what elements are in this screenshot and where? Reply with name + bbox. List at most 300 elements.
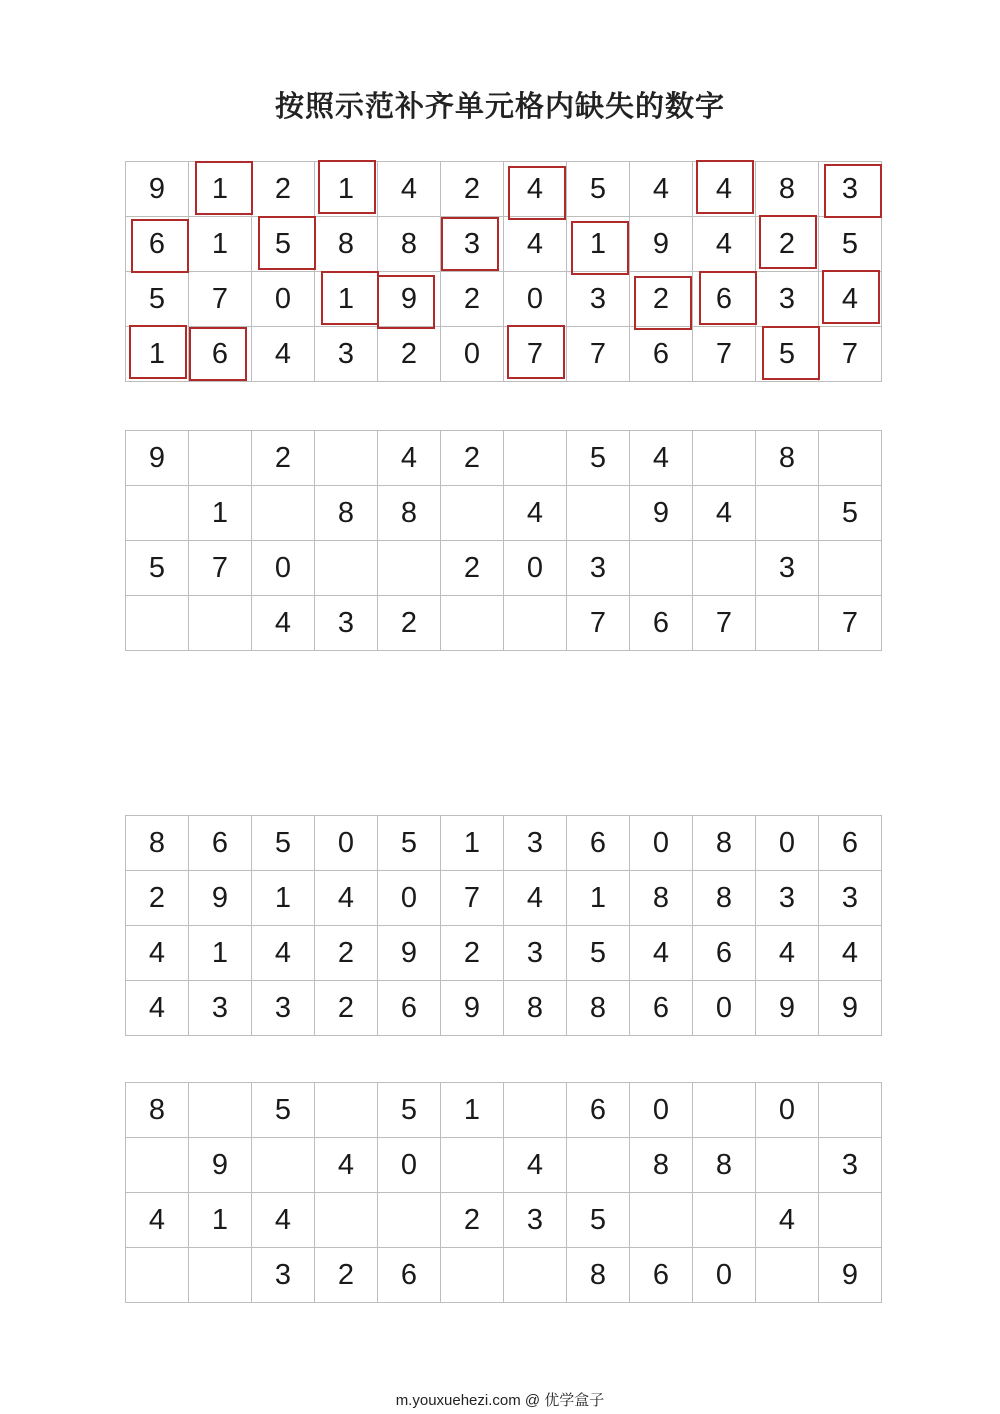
grid-cell: [819, 272, 882, 327]
cell-digit: 2: [337, 936, 355, 969]
grid-cell: [252, 272, 315, 327]
grid-cell: [567, 596, 630, 651]
cell-digit: 6: [841, 826, 859, 859]
cell-digit: 2: [463, 936, 481, 969]
grid-cell: [819, 1138, 882, 1193]
grid-cell: [567, 431, 630, 486]
grid-cell: [630, 1248, 693, 1303]
grid-cell: [630, 816, 693, 871]
cell-digit: 3: [526, 1203, 544, 1236]
grid-cell: [378, 596, 441, 651]
grid-cell: [630, 1193, 693, 1248]
grid-cell: [756, 981, 819, 1036]
cell-digit: 3: [526, 936, 544, 969]
grid-cell: [378, 981, 441, 1036]
grid-cell: [504, 162, 567, 217]
grid-cell: [315, 1138, 378, 1193]
grid-cell: [189, 486, 252, 541]
cell-digit: 7: [589, 337, 607, 370]
cell-digit: 5: [148, 282, 166, 315]
cell-digit: 0: [274, 551, 292, 584]
grid-cell: [504, 486, 567, 541]
cell-digit: 2: [778, 227, 796, 260]
cell-digit: 4: [778, 936, 796, 969]
grid-cell: [189, 981, 252, 1036]
grid-cell: [693, 816, 756, 871]
grid-cell: [378, 162, 441, 217]
grid-cell: [693, 596, 756, 651]
cell-digit: 5: [148, 551, 166, 584]
grid-cell: [189, 1138, 252, 1193]
grid-cell: [819, 1193, 882, 1248]
grid-cell: [315, 1193, 378, 1248]
exercise-grid-2: [125, 1082, 882, 1303]
grid-row: [126, 1248, 882, 1303]
cell-digit: 4: [715, 172, 733, 205]
cell-digit: 7: [589, 606, 607, 639]
cell-digit: 5: [589, 1203, 607, 1236]
grid-cell: [189, 926, 252, 981]
grid-cell: [630, 431, 693, 486]
cell-digit: 4: [841, 282, 859, 315]
grid-cell: [126, 431, 189, 486]
cell-digit: 3: [841, 1148, 859, 1181]
grid-cell: [126, 926, 189, 981]
grid-cell: [378, 217, 441, 272]
grid-cell: [756, 816, 819, 871]
grid-cell: [693, 1083, 756, 1138]
grid-cell: [378, 816, 441, 871]
grid-cell: [630, 162, 693, 217]
cell-digit: 4: [526, 172, 544, 205]
grid-cell: [693, 272, 756, 327]
grid-cell: [189, 816, 252, 871]
grid-cell: [378, 1138, 441, 1193]
grid-cell: [315, 217, 378, 272]
grid-cell: [756, 1248, 819, 1303]
grid-cell: [693, 162, 756, 217]
cell-digit: 2: [274, 172, 292, 205]
grid-cell: [630, 486, 693, 541]
cell-digit: 8: [778, 172, 796, 205]
cell-digit: 5: [841, 227, 859, 260]
grid-cell: [504, 1083, 567, 1138]
grid-cell: [126, 541, 189, 596]
cell-digit: 8: [589, 991, 607, 1024]
grid-row: [126, 431, 882, 486]
grid-cell: [315, 431, 378, 486]
grid-cell: [441, 162, 504, 217]
grid-cell: [378, 1193, 441, 1248]
cell-digit: 1: [337, 282, 355, 315]
cell-digit: 5: [589, 441, 607, 474]
cell-digit: 7: [841, 606, 859, 639]
grid-cell: [315, 541, 378, 596]
cell-digit: 3: [337, 606, 355, 639]
cell-digit: 4: [526, 227, 544, 260]
cell-digit: 8: [148, 826, 166, 859]
grid-cell: [693, 431, 756, 486]
grid-cell: [504, 1138, 567, 1193]
grid-cell: [567, 1083, 630, 1138]
grid-cell: [756, 486, 819, 541]
cell-digit: 4: [526, 1148, 544, 1181]
cell-digit: 2: [652, 282, 670, 315]
cell-digit: 8: [589, 1258, 607, 1291]
cell-digit: 0: [463, 337, 481, 370]
cell-digit: 4: [337, 1148, 355, 1181]
grid-cell: [504, 871, 567, 926]
grid-cell: [315, 1248, 378, 1303]
grid-row: [126, 596, 882, 651]
cell-digit: 3: [778, 282, 796, 315]
grid-row: [126, 871, 882, 926]
cell-digit: 2: [463, 441, 481, 474]
cell-digit: 0: [715, 1258, 733, 1291]
grid-cell: [630, 926, 693, 981]
cell-digit: 8: [337, 496, 355, 529]
cell-digit: 3: [778, 881, 796, 914]
grid-cell: [504, 981, 567, 1036]
grid-cell: [756, 926, 819, 981]
grid-cell: [756, 1083, 819, 1138]
grid-cell: [189, 272, 252, 327]
cell-digit: 6: [652, 991, 670, 1024]
grid-cell: [252, 981, 315, 1036]
cell-digit: 4: [148, 936, 166, 969]
grid-row: [126, 217, 882, 272]
cell-digit: 0: [274, 282, 292, 315]
grid-cell: [504, 1248, 567, 1303]
example-grid: [125, 161, 882, 382]
cell-digit: 0: [526, 551, 544, 584]
grid-row: [126, 272, 882, 327]
cell-digit: 6: [400, 991, 418, 1024]
grid-cell: [756, 162, 819, 217]
cell-digit: 4: [274, 1203, 292, 1236]
grid-cell: [252, 816, 315, 871]
cell-digit: 6: [715, 936, 733, 969]
cell-digit: 2: [400, 606, 418, 639]
cell-digit: 4: [841, 936, 859, 969]
grid-row: [126, 162, 882, 217]
grid-cell: [504, 327, 567, 382]
grid-cell: [441, 1193, 504, 1248]
grid-cell: [441, 816, 504, 871]
grid-cell: [252, 541, 315, 596]
grid-cell: [378, 327, 441, 382]
cell-digit: 0: [715, 991, 733, 1024]
grid-row: [126, 327, 882, 382]
cell-digit: 9: [841, 991, 859, 1024]
grid-cell: [819, 926, 882, 981]
cell-digit: 9: [652, 227, 670, 260]
cell-digit: 8: [715, 1148, 733, 1181]
cell-digit: 9: [400, 282, 418, 315]
grid-cell: [252, 217, 315, 272]
grid-cell: [693, 217, 756, 272]
cell-digit: 9: [148, 172, 166, 205]
grid-cell: [252, 1248, 315, 1303]
grid-cell: [756, 1193, 819, 1248]
cell-digit: 4: [715, 496, 733, 529]
grid-cell: [378, 486, 441, 541]
cell-digit: 4: [652, 936, 670, 969]
grid-cell: [315, 926, 378, 981]
cell-digit: 6: [715, 282, 733, 315]
cell-digit: 8: [400, 227, 418, 260]
cell-digit: 7: [211, 551, 229, 584]
grid-cell: [189, 431, 252, 486]
grid-cell: [441, 871, 504, 926]
grid-cell: [819, 486, 882, 541]
cell-digit: 6: [652, 337, 670, 370]
grid-cell: [819, 327, 882, 382]
cell-digit: 6: [589, 826, 607, 859]
cell-digit: 3: [841, 881, 859, 914]
grid-cell: [504, 1193, 567, 1248]
grid-cell: [756, 871, 819, 926]
cell-digit: 5: [274, 227, 292, 260]
cell-digit: 3: [589, 282, 607, 315]
cell-digit: 1: [589, 227, 607, 260]
grid-cell: [441, 981, 504, 1036]
cell-digit: 6: [652, 1258, 670, 1291]
grid-cell: [126, 272, 189, 327]
grid-cell: [819, 541, 882, 596]
cell-digit: 3: [463, 227, 481, 260]
cell-digit: 2: [463, 1203, 481, 1236]
grid-cell: [189, 596, 252, 651]
grid-cell: [378, 1248, 441, 1303]
cell-digit: 2: [463, 551, 481, 584]
cell-digit: 3: [589, 551, 607, 584]
grid-cell: [504, 272, 567, 327]
cell-digit: 1: [211, 172, 229, 205]
cell-digit: 4: [274, 337, 292, 370]
grid-cell: [315, 162, 378, 217]
cell-digit: 3: [211, 991, 229, 1024]
grid-cell: [126, 217, 189, 272]
grid-row: [126, 486, 882, 541]
cell-digit: 4: [526, 881, 544, 914]
grid-cell: [819, 431, 882, 486]
cell-digit: 7: [841, 337, 859, 370]
cell-digit: 9: [463, 991, 481, 1024]
cell-digit: 7: [463, 881, 481, 914]
cell-digit: 2: [400, 337, 418, 370]
grid-cell: [693, 541, 756, 596]
grid-cell: [819, 217, 882, 272]
grid-cell: [567, 816, 630, 871]
grid-cell: [441, 217, 504, 272]
grid-row: [126, 926, 882, 981]
cell-digit: 6: [652, 606, 670, 639]
cell-digit: 5: [400, 1093, 418, 1126]
cell-digit: 3: [274, 991, 292, 1024]
cell-digit: 1: [463, 826, 481, 859]
grid-cell: [567, 486, 630, 541]
cell-digit: 8: [526, 991, 544, 1024]
cell-digit: 9: [400, 936, 418, 969]
cell-digit: 9: [652, 496, 670, 529]
grid-cell: [693, 1193, 756, 1248]
cell-digit: 8: [148, 1093, 166, 1126]
grid-cell: [567, 327, 630, 382]
grid-cell: [252, 162, 315, 217]
grid-cell: [441, 272, 504, 327]
cell-digit: 2: [148, 881, 166, 914]
cell-digit: 5: [841, 496, 859, 529]
cell-digit: 5: [274, 1093, 292, 1126]
grid-cell: [441, 431, 504, 486]
page-title: 按照示范补齐单元格内缺失的数字: [274, 89, 725, 123]
cell-digit: 7: [715, 606, 733, 639]
grid-cell: [126, 981, 189, 1036]
grid-cell: [315, 1083, 378, 1138]
cell-digit: 8: [337, 227, 355, 260]
grid-cell: [126, 596, 189, 651]
grid-cell: [315, 596, 378, 651]
cell-digit: 5: [589, 936, 607, 969]
grid-cell: [693, 327, 756, 382]
grid-cell: [315, 981, 378, 1036]
cell-digit: 4: [400, 441, 418, 474]
grid-cell: [378, 541, 441, 596]
cell-digit: 7: [715, 337, 733, 370]
cell-digit: 1: [463, 1093, 481, 1126]
grid-cell: [504, 431, 567, 486]
grid-cell: [504, 816, 567, 871]
cell-digit: 7: [211, 282, 229, 315]
cell-digit: 1: [211, 1203, 229, 1236]
cell-digit: 0: [778, 1093, 796, 1126]
cell-digit: 3: [274, 1258, 292, 1291]
grid-cell: [441, 1248, 504, 1303]
grid-cell: [441, 541, 504, 596]
grid-cell: [819, 162, 882, 217]
grid-cell: [693, 981, 756, 1036]
grid-cell: [252, 1138, 315, 1193]
grid-cell: [819, 871, 882, 926]
cell-digit: 4: [778, 1203, 796, 1236]
cell-digit: 1: [148, 337, 166, 370]
grid-cell: [441, 1138, 504, 1193]
cell-digit: 9: [778, 991, 796, 1024]
grid-cell: [189, 217, 252, 272]
grid-cell: [378, 431, 441, 486]
grid-cell: [504, 596, 567, 651]
grid-cell: [504, 217, 567, 272]
grid-cell: [756, 431, 819, 486]
cell-digit: 5: [589, 172, 607, 205]
grid-cell: [189, 1193, 252, 1248]
grid-cell: [504, 926, 567, 981]
grid-cell: [126, 486, 189, 541]
cell-digit: 3: [841, 172, 859, 205]
cell-digit: 4: [337, 881, 355, 914]
grid-cell: [441, 1083, 504, 1138]
exercise-grid-1: [125, 430, 882, 651]
cell-digit: 1: [274, 881, 292, 914]
cell-digit: 9: [211, 881, 229, 914]
cell-digit: 3: [526, 826, 544, 859]
grid-cell: [630, 1083, 693, 1138]
grid-cell: [567, 1138, 630, 1193]
cell-digit: 3: [778, 551, 796, 584]
grid-cell: [378, 272, 441, 327]
grid-row: [126, 1138, 882, 1193]
cell-digit: 4: [274, 606, 292, 639]
grid-cell: [252, 1193, 315, 1248]
cell-digit: 2: [463, 282, 481, 315]
cell-digit: 1: [337, 172, 355, 205]
cell-digit: 0: [400, 881, 418, 914]
grid-cell: [315, 486, 378, 541]
grid-cell: [567, 162, 630, 217]
grid-cell: [378, 1083, 441, 1138]
grid-cell: [252, 596, 315, 651]
cell-digit: 0: [337, 826, 355, 859]
grid-cell: [756, 1138, 819, 1193]
cell-digit: 2: [463, 172, 481, 205]
grid-cell: [630, 1138, 693, 1193]
reference-grid-2: [125, 815, 882, 1036]
cell-digit: 4: [400, 172, 418, 205]
grid-cell: [567, 217, 630, 272]
grid-cell: [252, 871, 315, 926]
cell-digit: 6: [211, 826, 229, 859]
cell-digit: 9: [211, 1148, 229, 1181]
grid-cell: [126, 871, 189, 926]
grid-cell: [693, 486, 756, 541]
grid-cell: [441, 926, 504, 981]
cell-digit: 6: [211, 337, 229, 370]
cell-digit: 0: [652, 826, 670, 859]
grid-cell: [630, 981, 693, 1036]
cell-digit: 5: [400, 826, 418, 859]
grid-cell: [126, 1138, 189, 1193]
grid-cell: [126, 1248, 189, 1303]
footer-credit: m.youxuehezi.com @ 优学盒子: [395, 1392, 605, 1409]
grid-cell: [189, 871, 252, 926]
cell-digit: 5: [778, 337, 796, 370]
grid-row: [126, 541, 882, 596]
grid-cell: [630, 596, 693, 651]
grid-cell: [189, 162, 252, 217]
grid-cell: [189, 1248, 252, 1303]
cell-digit: 1: [211, 496, 229, 529]
grid-cell: [189, 1083, 252, 1138]
grid-cell: [819, 1083, 882, 1138]
cell-digit: 0: [778, 826, 796, 859]
grid-cell: [630, 217, 693, 272]
grid-cell: [252, 926, 315, 981]
grid-cell: [252, 486, 315, 541]
grid-cell: [693, 1248, 756, 1303]
cell-digit: 1: [211, 936, 229, 969]
grid-cell: [126, 162, 189, 217]
grid-cell: [756, 327, 819, 382]
grid-cell: [630, 871, 693, 926]
grid-cell: [756, 272, 819, 327]
grid-cell: [567, 1248, 630, 1303]
grid-cell: [693, 926, 756, 981]
grid-cell: [756, 596, 819, 651]
grid-cell: [819, 1248, 882, 1303]
grid-cell: [567, 541, 630, 596]
cell-digit: 8: [715, 881, 733, 914]
